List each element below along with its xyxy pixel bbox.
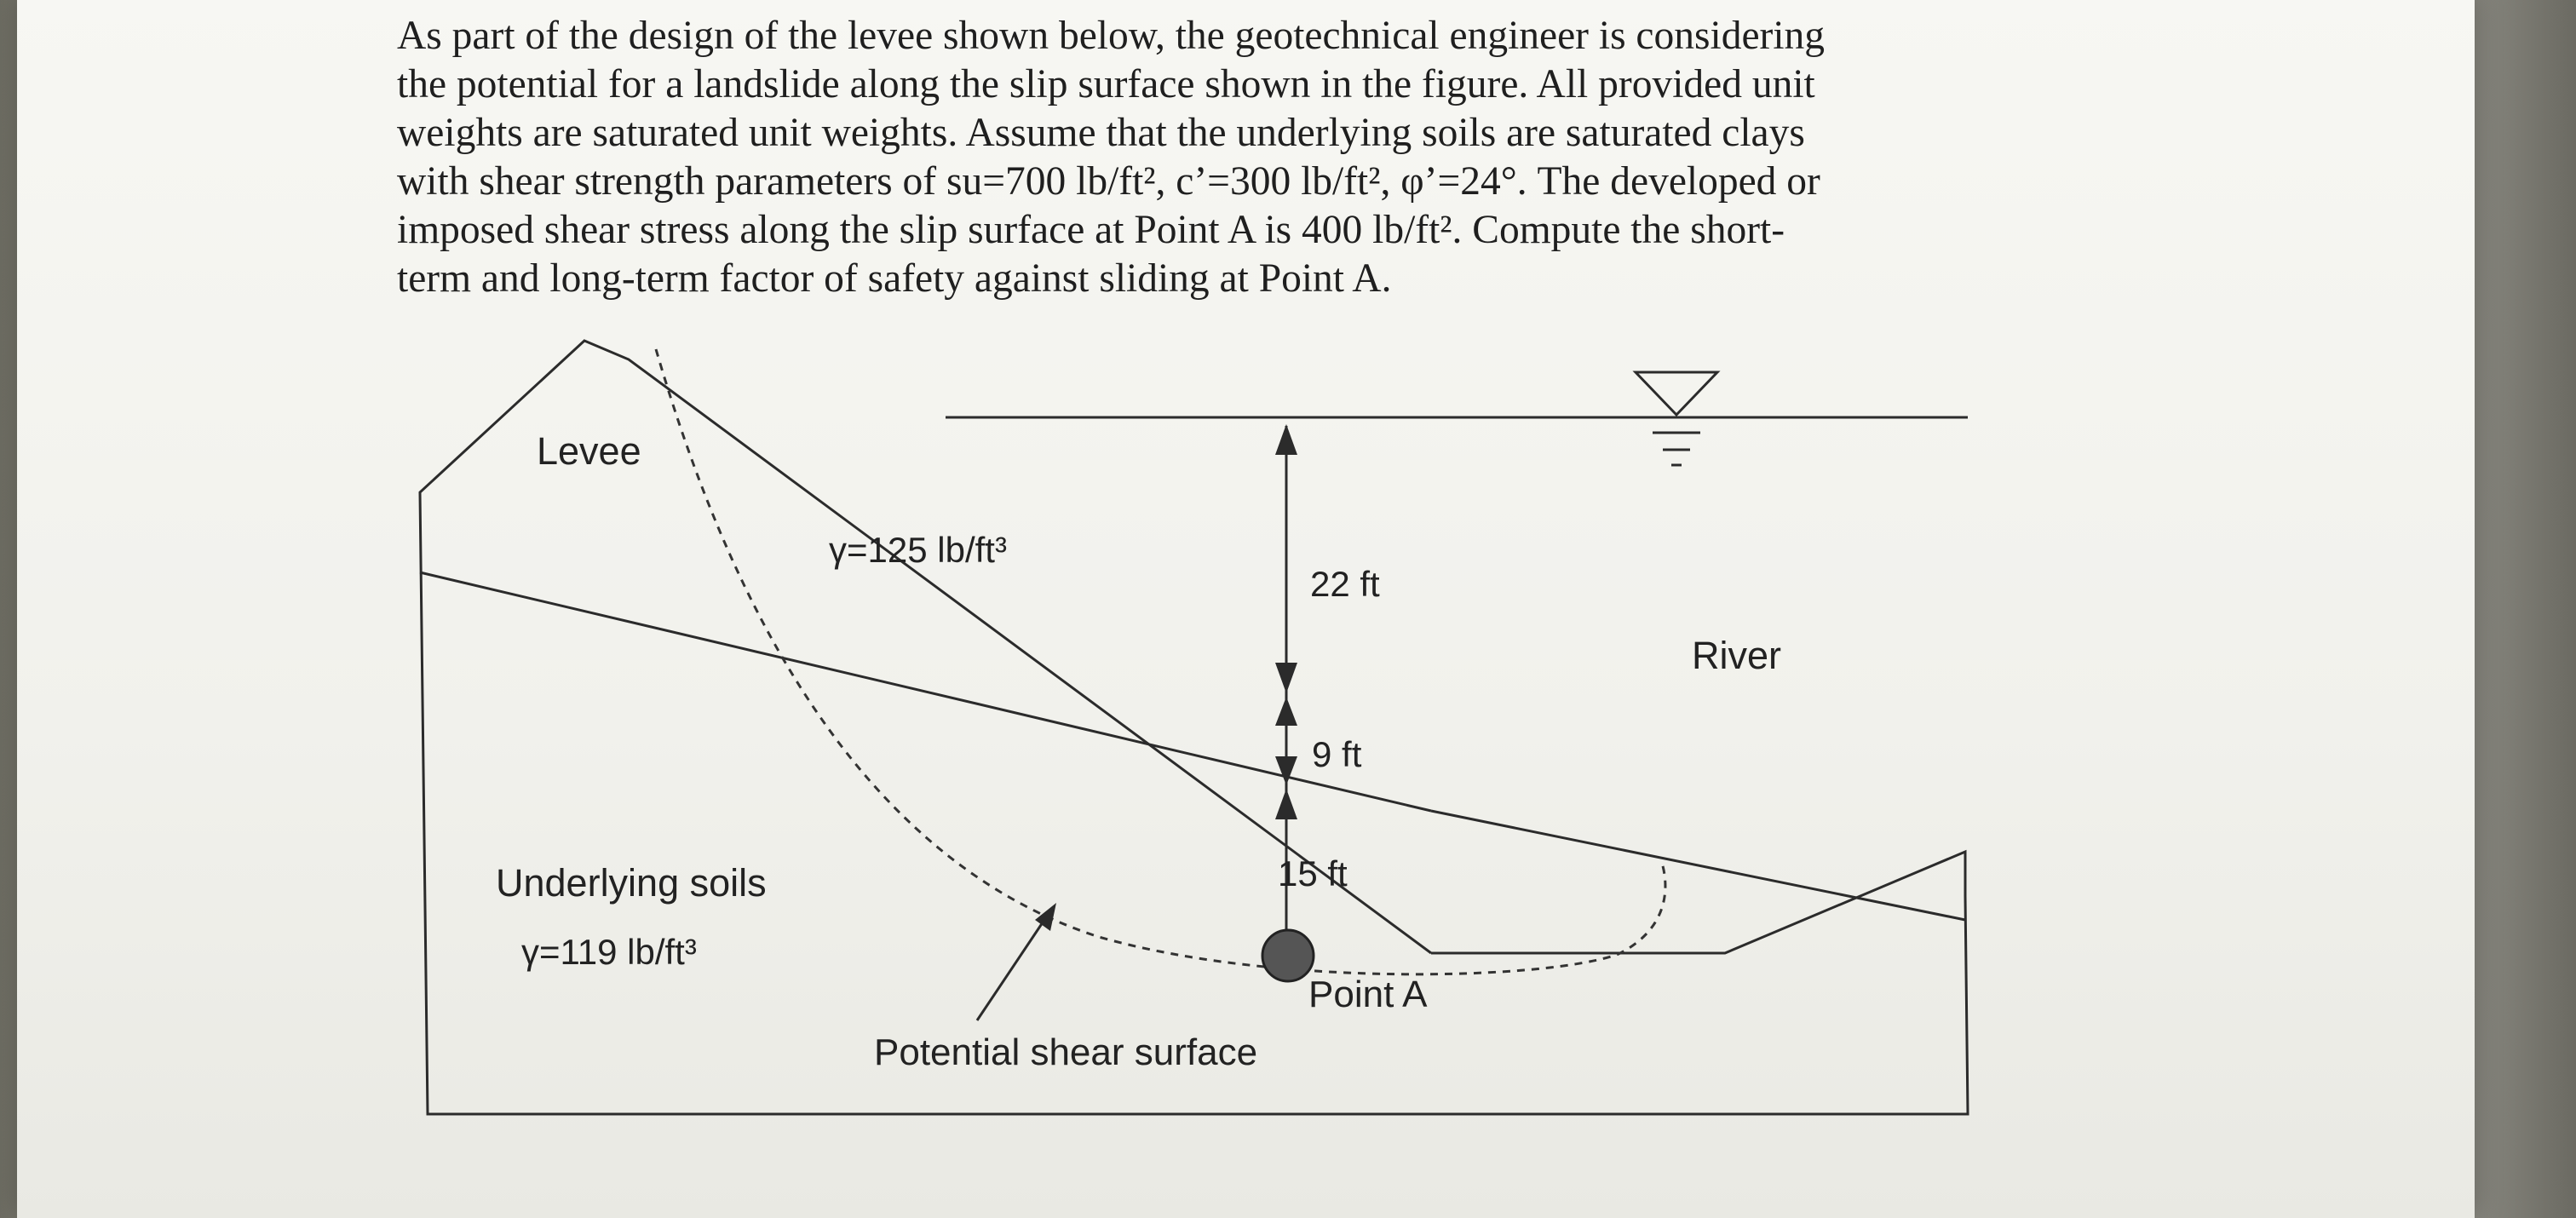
layer-boundary-line <box>420 572 1431 811</box>
leader-arrow-head-icon <box>1035 903 1056 931</box>
problem-statement: As part of the design of the levee shown below, the geotechnical engineer is considering the potential for a landslide along the slip surface shown in the figure. All provided unit weights are saturated unit weights. Assume that the underlying soils are saturated clays with shear strength parameters of su=700 lb/ft², c’=300 lb/ft², φ’=24°. The developed or imposed shear stress along the slip surface at Point A is 400 lb/ft². Compute the short- term and long-term factor of safety against sliding at Point A. <box>397 14 1826 301</box>
arrow-down-icon <box>1275 663 1297 693</box>
arrow-up-icon <box>1275 789 1297 819</box>
leader-arrow-line <box>977 917 1046 1020</box>
shear-surface-label: Potential shear surface <box>874 1031 1258 1073</box>
underlying-unit-weight: γ=119 lb/ft³ <box>521 932 697 972</box>
arrow-up-icon <box>1275 697 1297 726</box>
dimension-22ft: 22 ft <box>1310 564 1380 604</box>
arrow-down-icon <box>1275 756 1297 785</box>
water-table-icon <box>1636 372 1717 415</box>
levee-unit-weight: γ=125 lb/ft³ <box>829 530 1007 570</box>
river-label: River <box>1692 634 1782 677</box>
river-bed-line <box>1431 811 1965 920</box>
point-a-label: Point A <box>1308 974 1428 1015</box>
point-a-marker <box>1262 930 1314 981</box>
levee-label: Levee <box>537 429 641 473</box>
dimension-9ft: 9 ft <box>1312 734 1362 774</box>
arrow-up-icon <box>1275 424 1297 455</box>
dimension-15ft: 15 ft <box>1278 853 1348 893</box>
underlying-soils-label: Underlying soils <box>496 861 767 905</box>
figure-outline <box>420 341 1968 1114</box>
potential-shear-surface <box>656 349 1665 974</box>
